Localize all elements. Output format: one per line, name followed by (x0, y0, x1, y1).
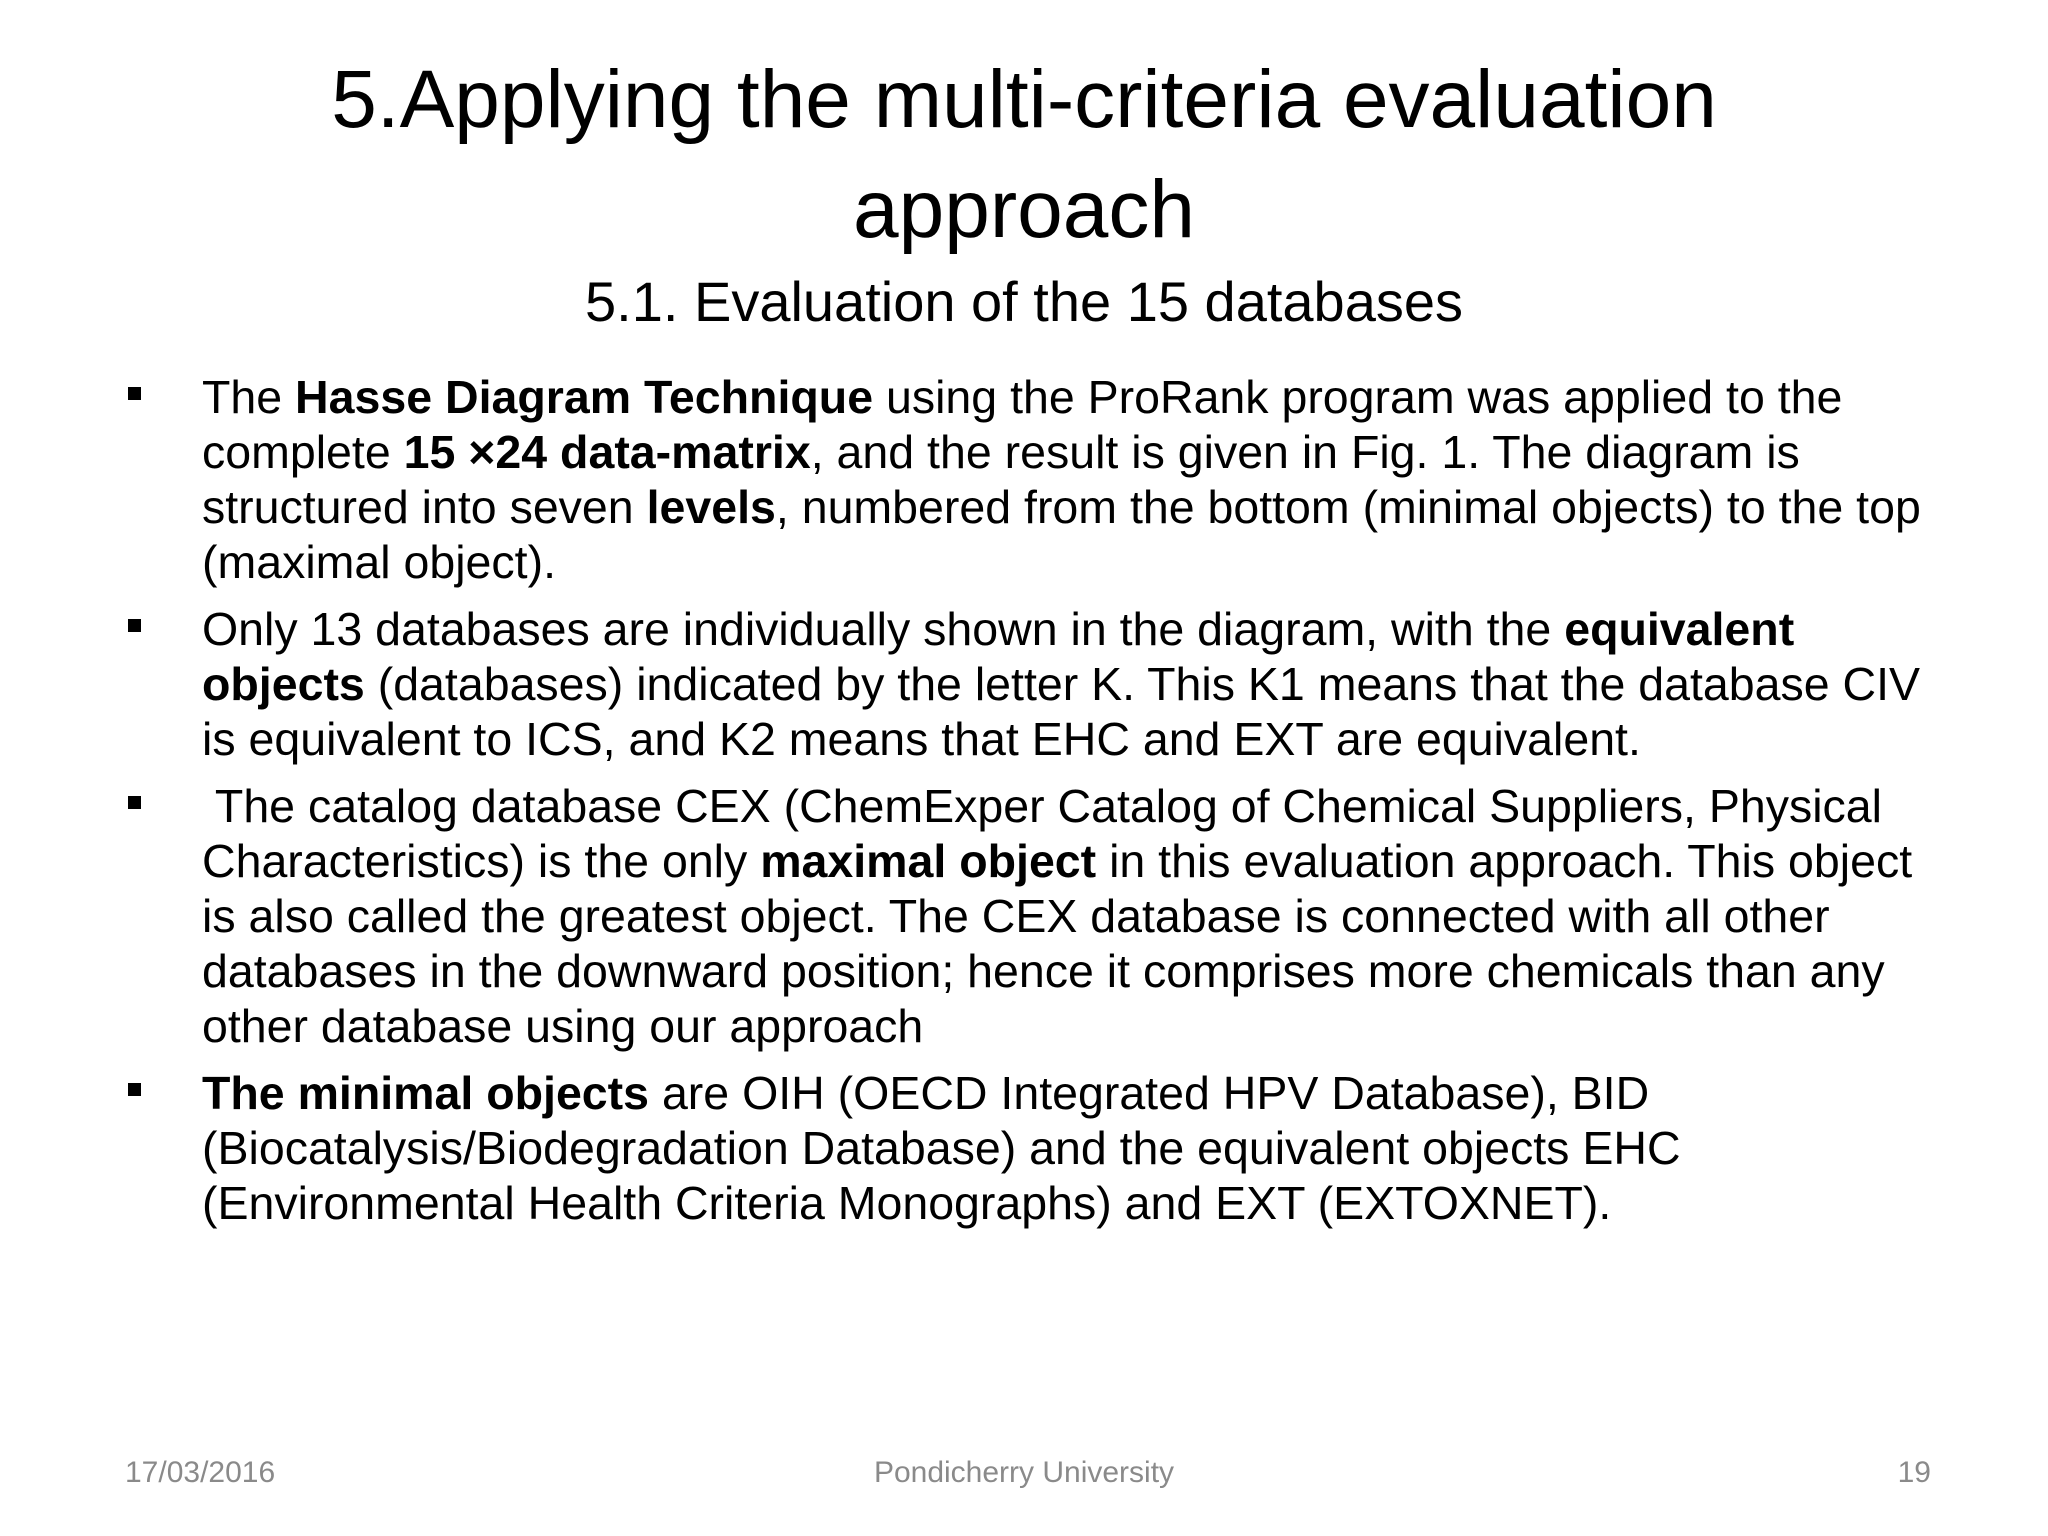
square-bullet-icon (128, 1083, 141, 1096)
square-bullet-icon (128, 796, 141, 809)
bullet-text: The catalog database CEX (ChemExper Catalog of Chemical Suppliers, Physical Characteristics) is the only maximal object in this evaluation approach. This object is also called the greatest object. The CEX database is connected with all other databases in the downward position; hence it comprises more chemicals than any other database using our approach (202, 780, 1926, 1052)
bullet-item-3 (128, 779, 1948, 1054)
bullet-item-2 (128, 602, 1948, 767)
square-bullet-icon (128, 619, 141, 632)
bullet-item-1 (128, 370, 1948, 590)
footer-page-number: 19 (1897, 1456, 1931, 1489)
bullet-text: The Hasse Diagram Technique using the ProRank program was applied to the complete 15 ×24 data-matrix, and the result is given in Fig. 1. The diagram is structured into seven levels, numbered from the bottom (minimal objects) to the top (maximal object). (202, 371, 1921, 588)
slide-subtitle: 5.1. Evaluation of the 15 databases (585, 270, 1463, 333)
bullet-text: Only 13 databases are individually shown in the diagram, with the equivalent objects (databases) indicated by the letter K. This K1 means that the database CIV is equivalent to ICS, and K2 means that EHC and EXT are equivalent. (202, 603, 1921, 765)
bullet-text: The minimal objects are OIH (OECD Integrated HPV Database), BID (Biocatalysis/Biodegradation Database) and the equivalent objects EHC (Environmental Health Criteria Monographs) and EXT (EXTOXNET). (202, 1067, 1681, 1229)
footer-date: 17/03/2016 (125, 1456, 276, 1489)
square-bullet-icon (128, 387, 141, 400)
bullet-item-4 (128, 1066, 1948, 1231)
slide-title-line-1: 5.Applying the multi-criteria evaluation (331, 54, 1717, 145)
footer-organization: Pondicherry University (873, 1456, 1175, 1489)
slide-title-line-2: approach (853, 164, 1195, 255)
bullet-list (128, 370, 1948, 1243)
